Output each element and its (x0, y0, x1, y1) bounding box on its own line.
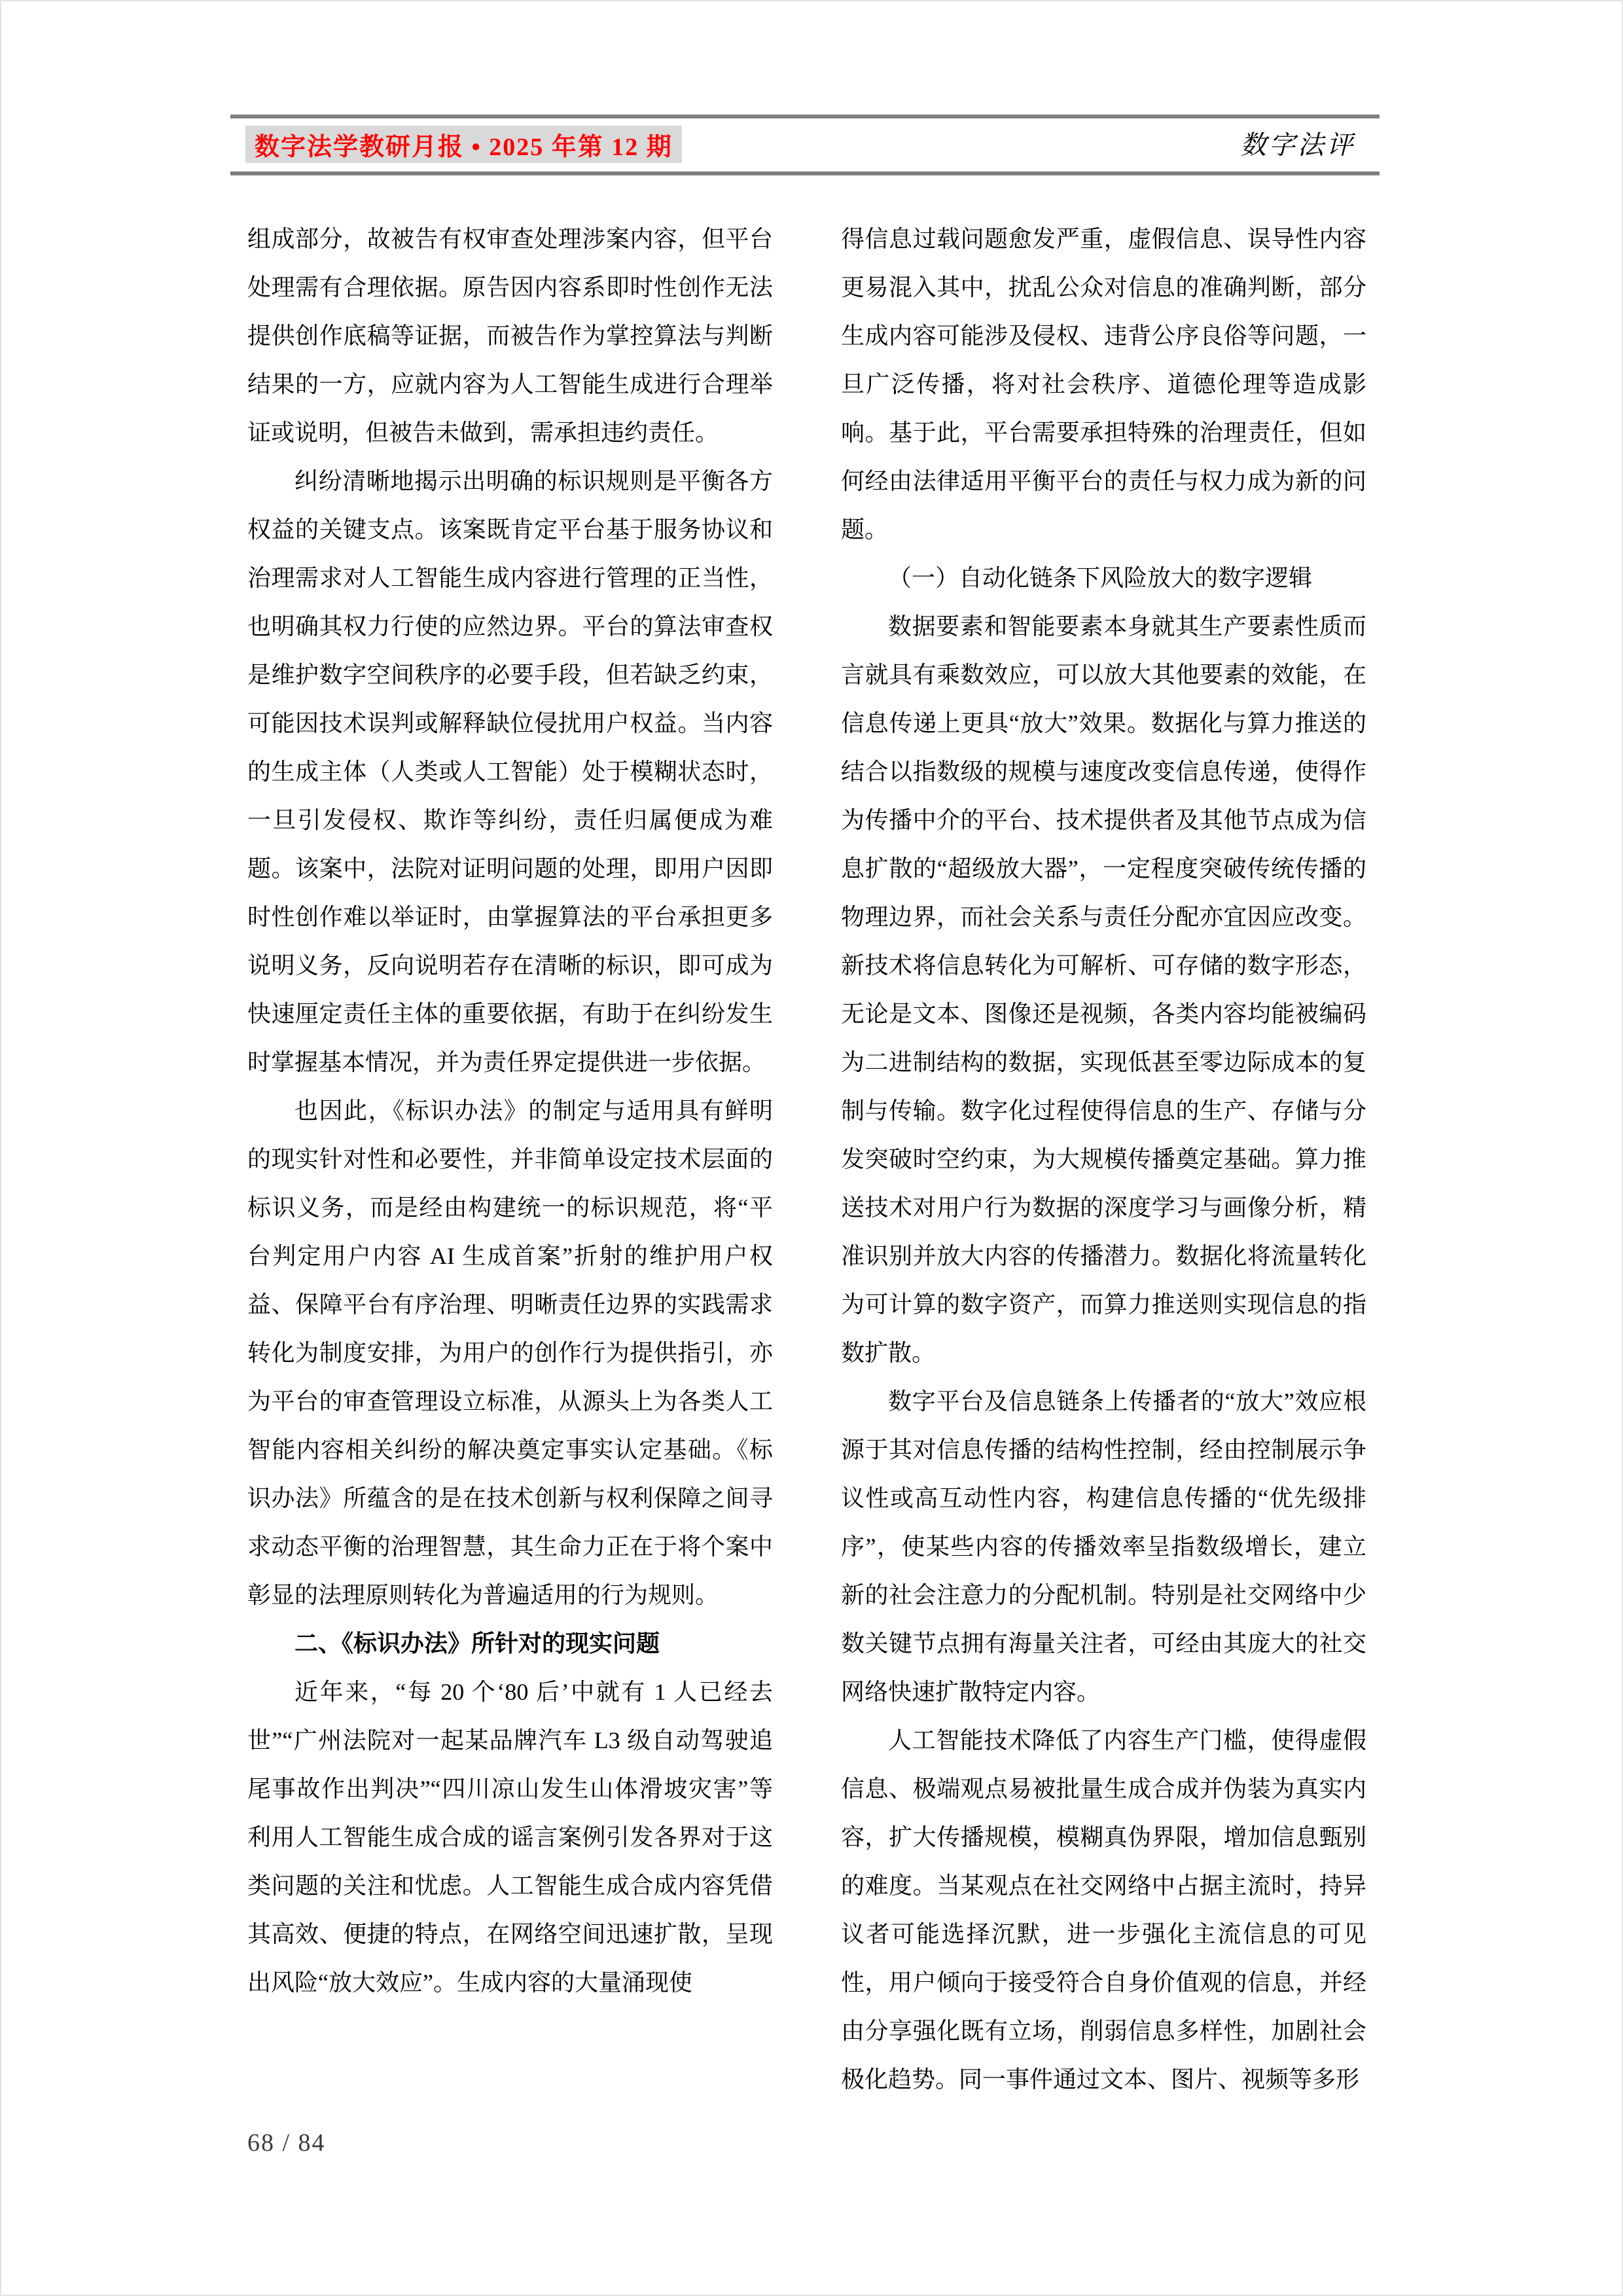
left-column (247, 215, 773, 2007)
header-bottom-rule (230, 171, 1380, 175)
paragraph: 近年来，“每 20 个‘80 后’中就有 1 人已经去世”“广州法院对一起某品牌汽车 L3 级自动驾驶追尾事故作出判决”“四川凉山发生山体滑坡灾害”等利用人工智能生成合成的谣言案例引发各界对于这类问题的关注和忧虑。人工智能生成合成内容凭借其高效、便捷的特点，在网络空间迅速扩散，呈现出风险“放大效应”。生成内容的大量涌现使 (247, 1679, 773, 1996)
section-label: 数字法评 (1240, 130, 1355, 160)
paragraph: 得信息过载问题愈发严重，虚假信息、误导性内容更易混入其中，扰乱公众对信息的准确判断，部分生成内容可能涉及侵权、违背公序良俗等问题，一旦广泛传播，将对社会秩序、道德伦理等造成影响。基于此，平台需要承担特殊的治理责任，但如何经由法律适用平衡平台的责任与权力成为新的问题。 (841, 226, 1366, 543)
journal-title: 数字法学教研月报 • 2025 年第 12 期 (255, 134, 673, 161)
journal-title-bar (245, 126, 682, 163)
paragraph: 人工智能技术降低了内容生产门槛，使得虚假信息、极端观点易被批量生成合成并伪装为真实内容，扩大传播规模，模糊真伪界限，增加信息甄别的难度。当某观点在社交网络中占据主流时，持异议者可能选择沉默，进一步强化主流信息的可见性，用户倾向于接受符合自身价值观的信息，并经由分享强化既有立场，削弱信息多样性，加剧社会极化趋势。同一事件通过文本、图片、视频等多形 (841, 1727, 1366, 2092)
header-top-rule (230, 115, 1380, 118)
page-number: 68 / 84 (247, 2129, 326, 2157)
right-column (841, 215, 1366, 2104)
paragraph: 组成部分，故被告有权审查处理涉案内容，但平台处理需有合理依据。原告因内容系即时性创作无法提供创作底稿等证据，而被告作为掌控算法与判断结果的一方，应就内容为人工智能生成进行合理举证或说明，但被告未做到，需承担违约责任。 (247, 226, 773, 446)
paragraph: 二、《标识办法》所针对的现实问题 (294, 1630, 660, 1657)
paragraph: 纠纷清晰地揭示出明确的标识规则是平衡各方权益的关键支点。该案既肯定平台基于服务协议和治理需求对人工智能生成内容进行管理的正当性，也明确其权力行使的应然边界。平台的算法审查权是维护数字空间秩序的必要手段，但若缺乏约束，可能因技术误判或解释缺位侵扰用户权益。当内容的生成主体（人类或人工智能）处于模糊状态时，一旦引发侵权、欺诈等纠纷，责任归属便成为难题。该案中，法院对证明问题的处理，即用户因即时性创作难以举证时，由掌握算法的平台承担更多说明义务，反向说明若存在清晰的标识，即可成为快速厘定责任主体的重要依据，有助于在纠纷发生时掌握基本情况，并为责任界定提供进一步依据。 (247, 468, 773, 1075)
paragraph: 数据要素和智能要素本身就其生产要素性质而言就具有乘数效应，可以放大其他要素的效能，在信息传递上更具“放大”效果。数据化与算力推送的结合以指数级的规模与速度改变信息传递，使得作为传播中介的平台、技术提供者及其他节点成为信息扩散的“超级放大器”，一定程度突破传统传播的物理边界，而社会关系与责任分配亦宜因应改变。新技术将信息转化为可解析、可存储的数字形态，无论是文本、图像还是视频，各类内容均能被编码为二进制结构的数据，实现低甚至零边际成本的复制与传输。数字化过程使得信息的生产、存储与分发突破时空约束，为大规模传播奠定基础。算力推送技术对用户行为数据的深度学习与画像分析，精准识别并放大内容的传播潜力。数据化将流量转化为可计算的数字资产，而算力推送则实现信息的指数扩散。 (841, 613, 1366, 1366)
paragraph: 数字平台及信息链条上传播者的“放大”效应根源于其对信息传播的结构性控制，经由控制展示争议性或高互动性内容，构建信息传播的“优先级排序”，使某些内容的传播效率呈指数级增长，建立新的社会注意力的分配机制。特别是社交网络中少数关键节点拥有海量关注者，可经由其庞大的社交网络快速扩散特定内容。 (841, 1388, 1366, 1705)
paragraph: （一）自动化链条下风险放大的数字逻辑 (888, 565, 1313, 591)
paragraph: 也因此，《标识办法》的制定与适用具有鲜明的现实针对性和必要性，并非简单设定技术层面的标识义务，而是经由构建统一的标识规范，将“平台判定用户内容 AI 生成首案”折射的维护用户权益、保障平台有序治理、明晰责任边界的实践需求转化为制度安排，为用户的创作行为提供指引，亦为平台的审查管理设立标准，从源头上为各类人工智能内容相关纠纷的解决奠定事实认定基础。《标识办法》所蕴含的是在技术创新与权利保障之间寻求动态平衡的治理智慧，其生命力正在于将个案中彰显的法理原则转化为普遍适用的行为规则。 (247, 1098, 773, 1608)
